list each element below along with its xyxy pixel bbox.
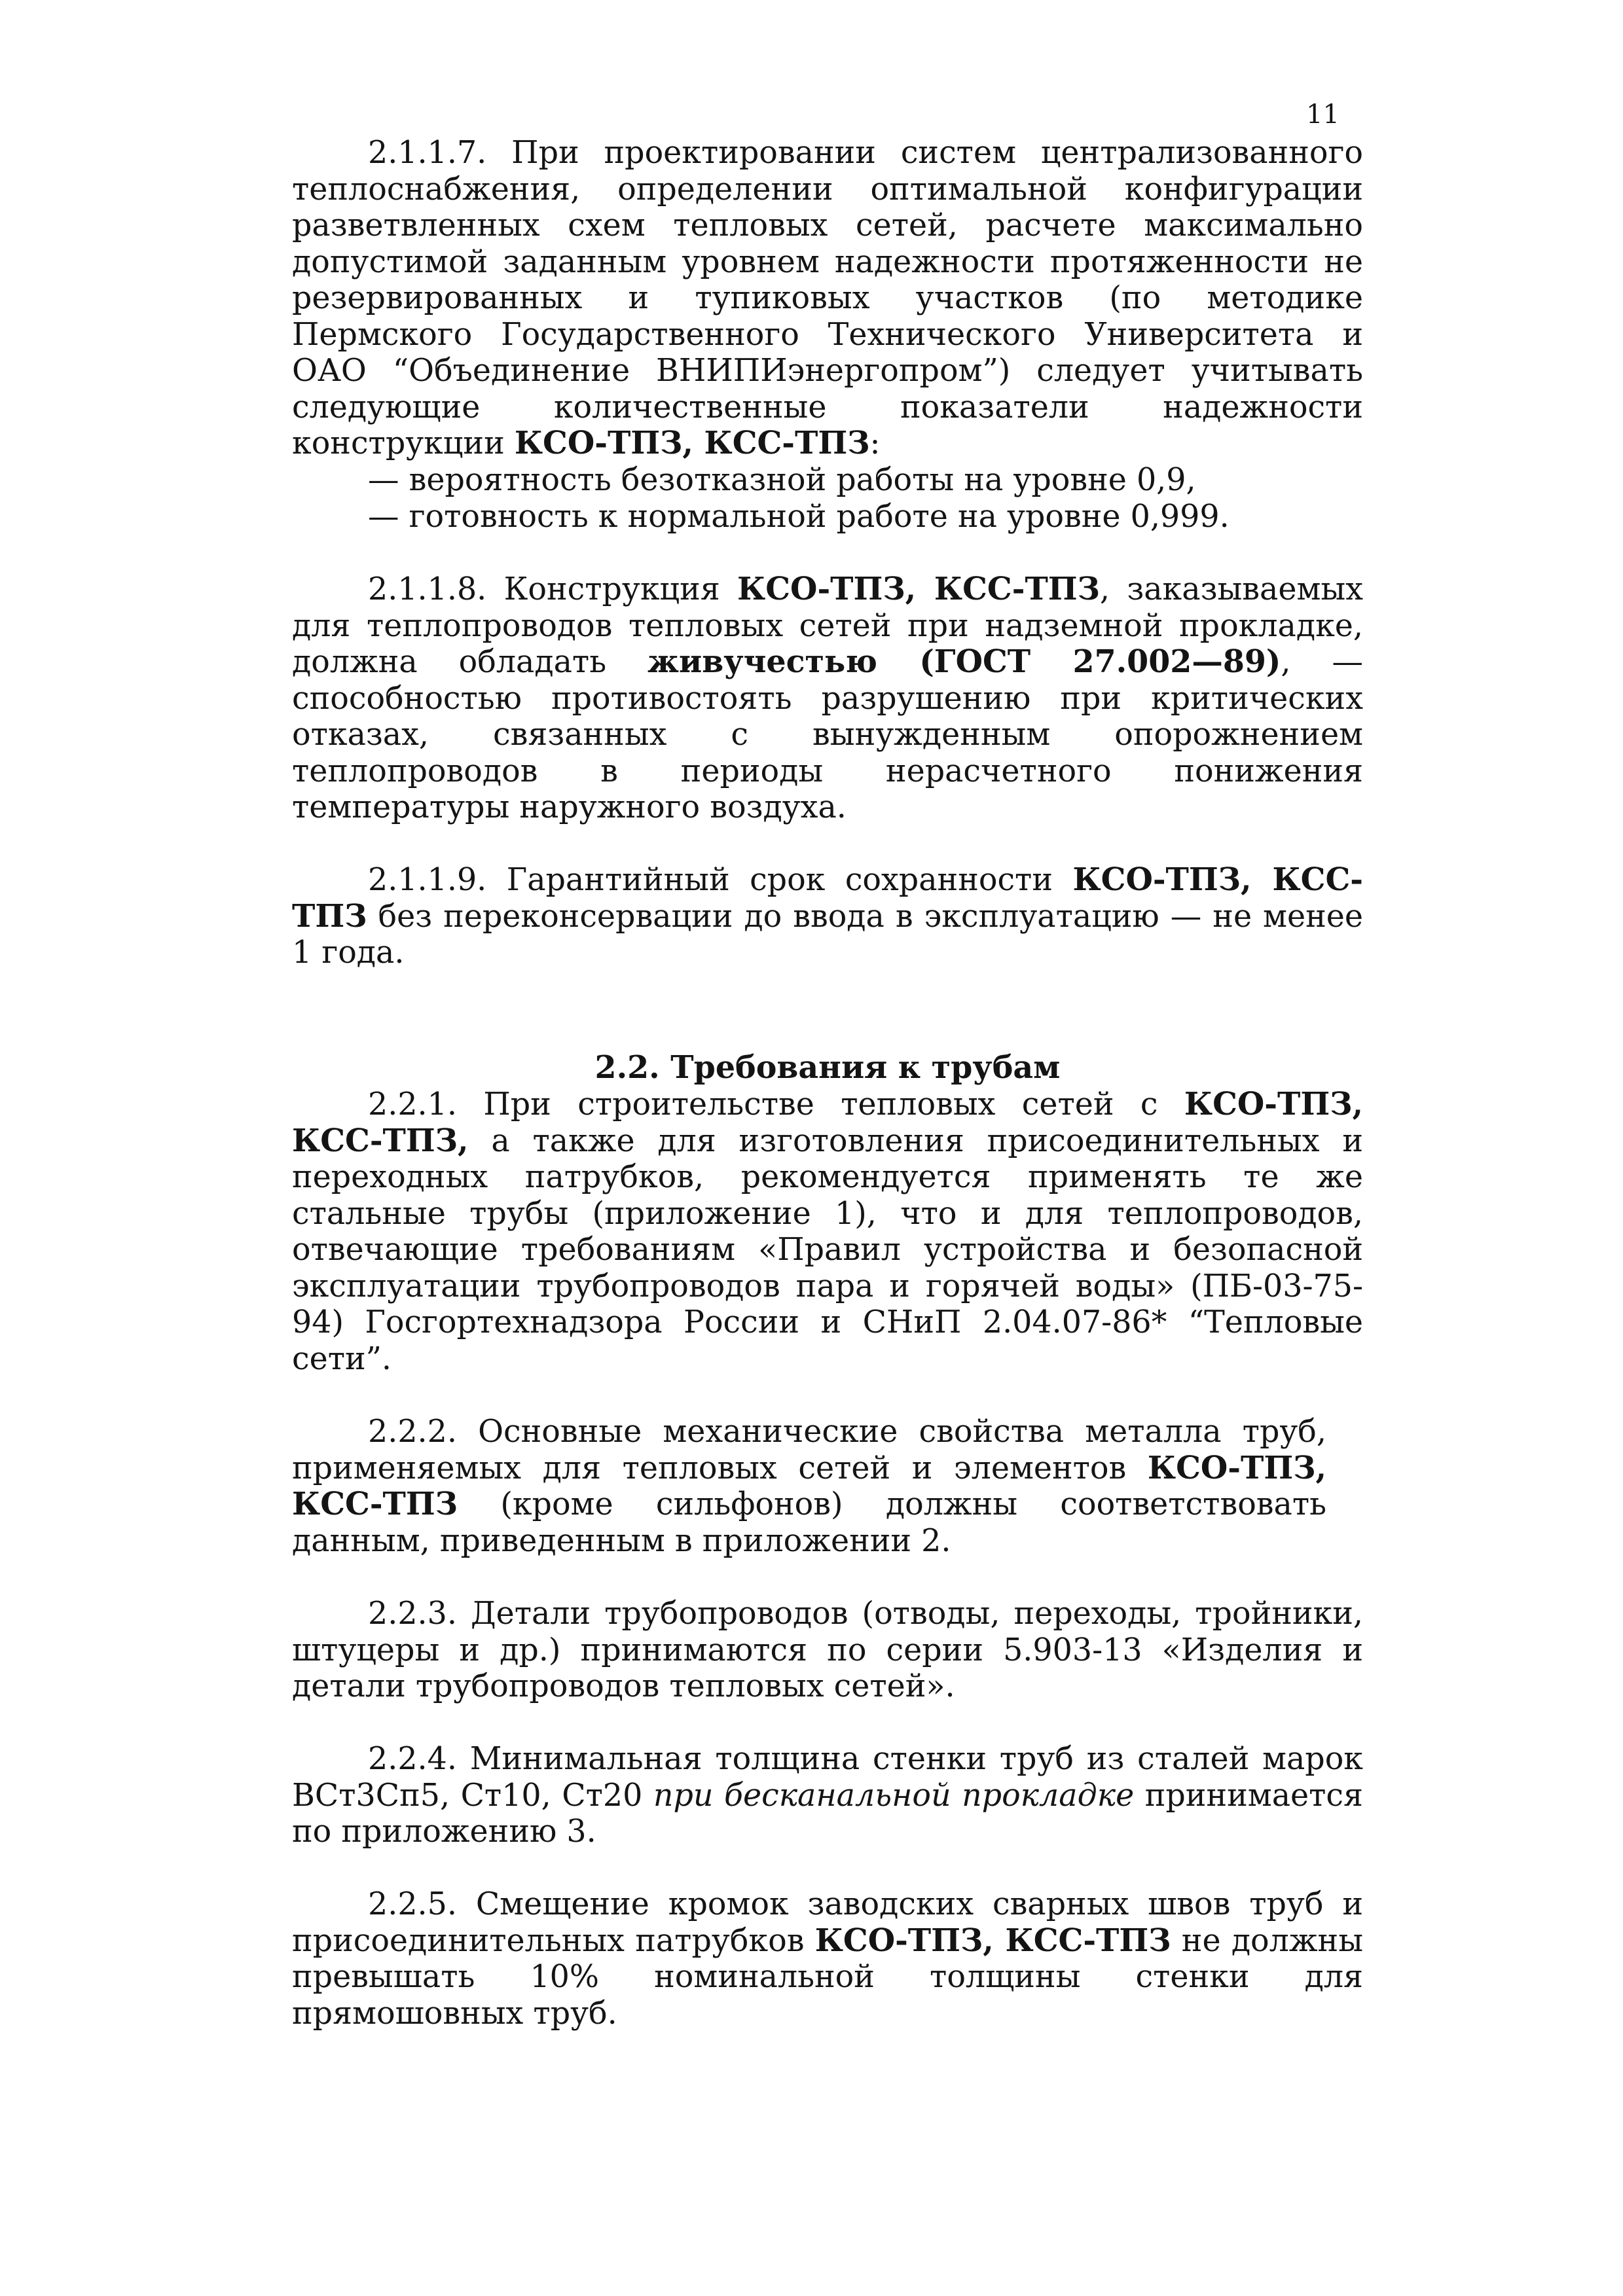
paragraph-text: принимается по приложению 3. [292, 1777, 1363, 1850]
dash-item-reliability: — вероятность безотказной работы на уровне 0,9, [368, 462, 1196, 498]
page-number: 11 [1306, 99, 1340, 130]
paragraph-text: 2.2.5. Смещение кромок заводских сварных швов труб и присоединительных патрубков [292, 1886, 1363, 1959]
paragraph-text: без переконсервации до ввода в эксплуатацию — не менее 1 года. [292, 898, 1363, 971]
product-code: КСО-ТПЗ, КСС-ТПЗ [814, 1922, 1171, 1959]
paragraph-text: а также для изготовления присоединительных и переходных патрубков, рекомендуется применять те же стальные трубы (приложение 1), что и для теплопроводов, отвечающие требованиям «Правил устройства и безопасной эксплуатации трубопроводов пара и горячей воды» (ПБ-03-75-94) Госгортехнадзора России и СНиП 2.04.07-86* “Тепловые сети”. [292, 1122, 1363, 1377]
paragraph-text: 2.2.4. Минимальная толщина стенки труб из сталей марок ВСт3Сп5, Ст10, Ст20 [292, 1741, 1363, 1814]
paragraph-text: (кроме сильфонов) должны соответствовать данным, приведенным в приложении 2. [292, 1486, 1326, 1559]
paragraph-2-1-1-7 [292, 135, 1363, 462]
paragraph-2-2-4 [292, 1741, 1363, 1850]
paragraph-text: 2.1.1.9. Гарантийный срок сохранности [368, 862, 1073, 898]
paragraph-2-2-3: 2.2.3. Детали трубопроводов (отводы, переходы, тройники, штуцеры и др.) принимаются по серии 5.903-13 «Изделия и детали трубопроводов тепловых сетей». [292, 1596, 1363, 1704]
paragraph-text: не должны превышать 10% номинальной толщины стенки для прямошовных труб. [292, 1922, 1363, 2032]
paragraph-text: 2.2.1. При строительстве тепловых сетей с [368, 1086, 1184, 1122]
product-code: КСО-ТПЗ, КСС-ТПЗ, [292, 1086, 1363, 1159]
paragraph-text: , — способностью противостоять разрушению при критических отказах, связанных с вынужденным опорожнением теплопроводов в периоды нерасчетного понижения температуры наружного воздуха. [292, 644, 1363, 825]
paragraph-2-1-1-9 [292, 862, 1363, 971]
paragraph-text: 2.1.1.7. При проектировании систем централизованного теплоснабжения, определении оптимальной конфигурации разветвленных схем тепловых сетей, расчете максимально допустимой заданным уровнем надежности протяженности не резервированных и тупиковых участков (по методике Пермского Государственного Технического Университета и ОАО “Объединение ВНИПИэнергопром”) следует учитывать следующие количественные показатели надежности конструкции [292, 135, 1363, 461]
product-code: КСО-ТПЗ, КСС-ТПЗ [292, 1449, 1326, 1522]
paragraph-text: 2.1.1.8. Конструкция [368, 571, 738, 607]
section-heading-2-2: 2.2. Требования к трубам [594, 1049, 1061, 1086]
paragraph-text: 2.2.2. Основные механические свойства металла труб, применяемых для тепловых сетей и элементов [292, 1414, 1326, 1486]
paragraph-2-1-1-8 [292, 571, 1363, 826]
product-code: КСО-ТПЗ, КСС-ТПЗ [737, 571, 1100, 607]
paragraph-text: : [869, 425, 881, 461]
paragraph-2-2-1 [292, 1086, 1363, 1377]
dash-item-readiness: — готовность к нормальной работе на уровне 0,999. [368, 499, 1230, 535]
paragraph-2-2-5 [292, 1886, 1363, 2032]
survivability-term: живучестью (ГОСТ 27.002—89) [647, 643, 1281, 680]
paragraph-text: , заказываемых для теплопроводов тепловых сетей при надземной прокладке, должна обладать [292, 571, 1363, 680]
product-code: КСО-ТПЗ, КСС-ТПЗ [514, 425, 870, 461]
emphasis: при бесканальной прокладке [653, 1777, 1135, 1814]
paragraph-2-2-2 [292, 1414, 1326, 1559]
product-code: КСО-ТПЗ, КСС-ТПЗ [292, 861, 1363, 935]
